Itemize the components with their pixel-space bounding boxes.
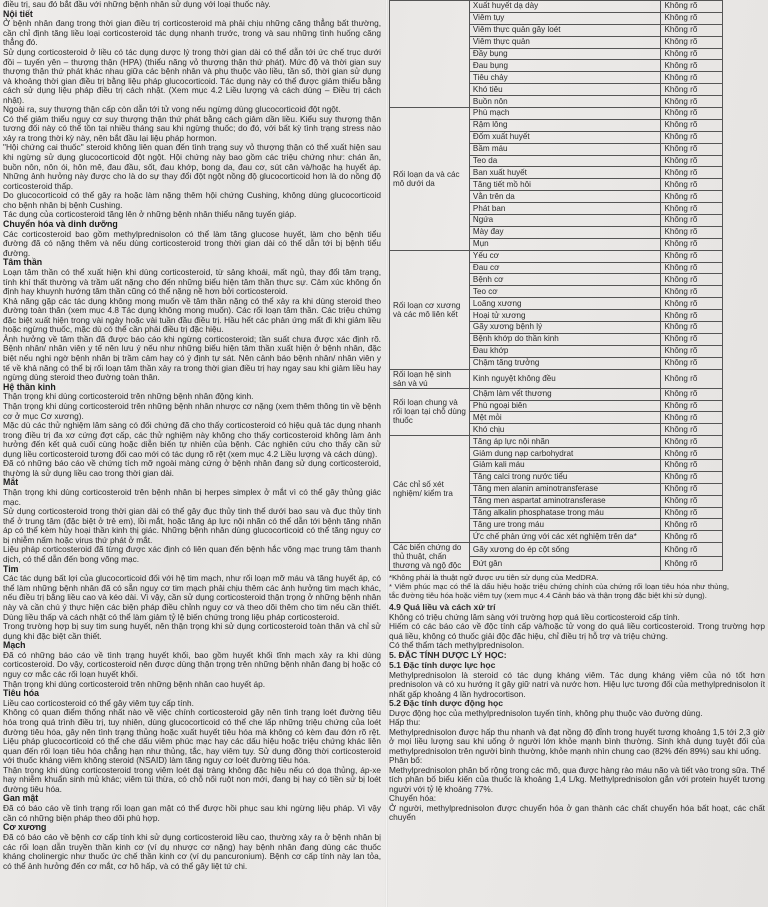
organ-class-cell: Rối loạn cơ xương và các mô liên kết	[390, 250, 470, 369]
paragraph: Không có triệu chứng lâm sàng với trường hợp quá liều corticosteroid cấp tính.	[389, 611, 680, 622]
table-row	[390, 436, 723, 448]
frequency-cell: Không rõ	[661, 388, 723, 400]
paragraph: Dược động học của methylprednisolon tuyến tính, không phụ thuộc vào đường dùng.	[389, 707, 703, 718]
paragraph: Thận trọng khi dùng corticosteroid trên bệnh nhân bị herpes simplex ở mắt vì có thể gây thủng giác mạc.	[3, 487, 381, 507]
effect-cell: Tăng tiết mồ hôi	[469, 179, 661, 191]
section-heading: Mắt	[3, 477, 19, 488]
paragraph: Có thể giảm thiểu nguy cơ suy thượng thận thứ phát bằng cách giảm dần liều. Kiểu suy thượng thận tương đối này có thể tồn tại nhiều tháng sau khi ngừng thuốc; do đó, với bất kỳ tình trạng stress nào xảy ra trong thời kỳ này, nên bắt đầu lại liệu pháp hormon.	[3, 113, 381, 143]
frequency-cell: Không rõ	[661, 543, 723, 557]
frequency-cell: Không rõ	[661, 519, 723, 531]
paragraph: Thận trọng khi dùng corticosteroid trên những bệnh nhân nhược cơ nặng (xem thêm thông tin về bệnh cơ ở mục Cơ xương).	[3, 400, 381, 421]
frequency-cell: Không rõ	[661, 226, 723, 238]
section-heading: Gan mật	[3, 793, 39, 804]
top-fragment: điều trị, sau đó bắt đầu với những bệnh nhân sử dụng với loại thuốc này.	[3, 0, 271, 9]
section-heading: 5. ĐẶC TÍNH DƯỢC LÝ HỌC:	[389, 649, 507, 660]
effect-cell: Mụn	[469, 238, 661, 250]
frequency-cell: Không rõ	[661, 191, 723, 203]
paragraph: Ngoài ra, suy thượng thận cấp còn dẫn tới tử vong nếu ngừng dùng glucocorticoid đột ngột.	[3, 104, 341, 115]
effect-cell: Bầm máu	[469, 143, 661, 155]
frequency-cell: Không rõ	[661, 357, 723, 369]
effect-cell: Loãng xương	[469, 298, 661, 310]
effect-cell: Ban xuất huyết	[469, 167, 661, 179]
frequency-cell: Không rõ	[661, 119, 723, 131]
paragraph: Mặc dù các thử nghiệm lâm sàng có đối chứng đã cho thấy corticosteroid có hiệu quả tác dụng nhanh trong điều trị đa xơ cứng đợt cấp, các thử nghiệm này không cho thấy corticosteroid không làm ảnh hưởng đến kết quả cuối cùng hoặc diễn biến tự nhiên của bệnh. Các nghiên cứu cho thấy cần sử dụng liều corticosteroid tương đối cao mới có tác dụng rõ rệt (xem mục 4.2 Liều lượng và cách dùng).	[3, 420, 381, 459]
paragraph: "Hội chứng cai thuốc" steroid không liên quan đến tình trạng suy vỏ thượng thận có thể xuất hiện sau khi ngừng sử dụng glucocorticoid đột ngột. Hội chứng này bao gồm các triệu chứng như: chán ăn, buồn nôn, nôn ói, hôn mê, đau đầu, sốt, đau khớp, bong da, đau cơ, sút cân và/hoặc hạ huyết áp. Những ảnh hưởng này được cho là do sự thay đổi đột ngột nồng độ glucocorticoid hơn là do nồng độ corticosteroid thấp.	[3, 142, 381, 191]
paragraph: Hấp thu:	[389, 717, 421, 728]
table-row	[390, 388, 723, 400]
organ-class-cell: Các biến chứng do thủ thuật, chấn thương và ngộ độc	[390, 543, 470, 571]
section-heading: Cơ xương	[3, 822, 47, 833]
effect-cell: Xuất huyết dạ dày	[469, 1, 661, 13]
effect-cell: Đầy bụng	[469, 48, 661, 60]
effect-cell: Khó chịu	[469, 424, 661, 436]
paragraph: Thận trọng khi dùng corticosteroid trên những bệnh nhân cao huyết áp.	[3, 678, 266, 689]
frequency-cell: Không rõ	[661, 286, 723, 298]
paragraph: Methylprednisolon là steroid có tác dụng kháng viêm. Tác dụng kháng viêm của nó tốt hơn prednisolon và có xu hướng ít gây giữ natri và nước hơn. Hiệu lực tương đối của methylprednisolon ít nhất gấp khoảng 4 lần hydrocortison.	[389, 669, 765, 699]
effect-cell: Đứt gân	[469, 557, 661, 571]
frequency-cell: Không rõ	[661, 412, 723, 424]
table-row	[390, 369, 723, 388]
organ-class-cell: Các chỉ số xét nghiệm/ kiểm tra	[390, 436, 470, 543]
paragraph: Ở người, methylprednisolon được chuyển hóa ở gan thành các chất chuyển hóa bất hoạt, các chất chuyển	[389, 802, 765, 823]
frequency-cell: Không rõ	[661, 448, 723, 460]
organ-class-cell: Rối loạn chung và rối loạn tại chỗ dùng thuốc	[390, 388, 470, 436]
table-row	[390, 250, 723, 262]
paragraph: Methylprednisolon phân bố rộng trong các mô, qua được hàng rào máu não và tiết vào trong sữa. Thể tích phân bố biểu kiến của thuốc là khoảng 1,4 L/kg. Methylprednisolon gắn với protein huyết tương người với tỷ lệ khoảng 77%.	[389, 764, 765, 794]
frequency-cell: Không rõ	[661, 250, 723, 262]
effect-cell: Tăng ure trong máu	[469, 519, 661, 531]
adverse-effects-table	[389, 0, 723, 571]
effect-cell: Hoại tử xương	[469, 310, 661, 322]
paragraph: Thận trọng khi dùng corticosteroid trong viêm loét đại tràng không đặc hiệu nếu có dọa thủng, áp-xe hay nhiễm khuẩn sinh mủ khác; viêm túi thừa, có chỗ nối ruột non mới, đang bị hay có tiền sử bị loét đường tiêu hóa.	[3, 764, 381, 794]
paragraph: Có thể thẩm tách methylprednisolon.	[389, 640, 525, 651]
paragraph: Sử dụng corticosteroid trong thời gian dài có thể gây đục thủy tinh thể dưới bao sau và đục thủy tinh thể ở trung tâm (đặc biệt ở trẻ em), lồi mắt, hoặc tăng áp lực nội nhãn có thể dẫn tới bệnh tăng nhãn áp có thể kèm hủy hoại thần kinh thị giác. Những bệnh nhân dùng glucocorticoid có thể tăng nguy cơ bị nhiễm nấm hoặc virus thứ phát ở mắt.	[3, 506, 381, 545]
page-fold	[385, 0, 388, 907]
frequency-cell: Không rõ	[661, 179, 723, 191]
effect-cell: Buồn nôn	[469, 96, 661, 108]
frequency-cell: Không rõ	[661, 215, 723, 227]
section-heading: 5.1 Đặc tính dược lực học	[389, 659, 496, 670]
frequency-cell: Không rõ	[661, 507, 723, 519]
table-row	[390, 108, 723, 120]
organ-class-cell: Rối loạn hệ sinh sản và vú	[390, 369, 470, 388]
effect-cell: Đau khớp	[469, 345, 661, 357]
paragraph: Sử dụng corticosteroid ở liều có tác dụng dược lý trong thời gian dài có thể dẫn tới ức chế trục dưới đồi – tuyến yên – thượng thận (HPA) (thiểu năng vỏ thượng thận thứ phát). Mức độ và thời gian suy thượng thận thứ phát khác nhau giữa các bệnh nhân và phụ thuộc vào liều, tần số, thời gian sử dụng và khoảng thời gian điều trị bằng liệu pháp glucocorticoid. Tác dụng này có thể được giảm thiểu bằng cách sử dụng liệu pháp điều trị cách nhật. (Xem mục 4.2 Liều lượng và cách dùng – Điều trị cách nhật).	[3, 46, 381, 105]
frequency-cell: Không rõ	[661, 238, 723, 250]
effect-cell: Tăng alkalin phosphatase trong máu	[469, 507, 661, 519]
left-column	[3, 0, 381, 907]
frequency-cell: Không rõ	[661, 459, 723, 471]
frequency-cell: Không rõ	[661, 483, 723, 495]
section-heading: Chuyển hóa và dinh dưỡng	[3, 218, 118, 229]
effect-cell: Gãy xương bệnh lý	[469, 322, 661, 334]
paragraph: Khả năng gặp các tác dụng không mong muốn về tâm thần nặng có thể xảy ra khi dùng steroid theo đường toàn thân (xem mục 4.8 Tác dụng không mong muốn). Các rối loạn tâm thần. Các triệu chứng đặc biệt xuất hiện trong vài ngày hoặc vài tuần đầu điều trị. Hầu hết các phản ứng mất đi khi giảm liều hoặc ngừng thuốc, mặc dù có thể cần phải điều trị đặc hiệu.	[3, 295, 381, 335]
paragraph: Phân bố:	[389, 755, 423, 766]
effect-cell: Rậm lông	[469, 119, 661, 131]
frequency-cell: Không rõ	[661, 345, 723, 357]
frequency-cell: Không rõ	[661, 203, 723, 215]
section-heading: Tiêu hóa	[3, 688, 40, 699]
effect-cell: Teo cơ	[469, 286, 661, 298]
frequency-cell: Không rõ	[661, 48, 723, 60]
frequency-cell: Không rõ	[661, 424, 723, 436]
frequency-cell: Không rõ	[661, 471, 723, 483]
frequency-cell: Không rõ	[661, 557, 723, 571]
effect-cell: Đốm xuất huyết	[469, 131, 661, 143]
paragraph: Thận trọng khi dùng corticosteroid trên những bệnh nhân động kinh.	[3, 391, 254, 402]
organ-class-cell	[390, 1, 470, 108]
paragraph: Đã có những báo cáo về tình trạng huyết khối, bao gồm huyết khối tĩnh mạch xảy ra khi dùng corticosteroid. Do vậy, corticosteroid nên được dùng thận trọng trên những bệnh nhân đang bị hoặc có nguy cơ mắc các rối loạn huyết khối.	[3, 649, 381, 680]
frequency-cell: Không rõ	[661, 96, 723, 108]
effect-cell: Viêm thực quản	[469, 36, 661, 48]
section-heading: Tâm thần	[3, 257, 43, 268]
frequency-cell: Không rõ	[661, 24, 723, 36]
effect-cell: Viêm tụy	[469, 12, 661, 24]
paragraph: Methylprednisolon được hấp thu nhanh và đạt nồng độ đỉnh trong huyết tương khoảng 1,5 tới 2,3 giờ ở mọi liều lượng sau khi uống ở người lớn khỏe mạnh bình thường. Sinh khả dụng tuyệt đối của methylprednisolon trên người bình thường, khỏe mạnh nhìn chung cao (82% đến 89%) sau khi uống.	[389, 726, 765, 756]
frequency-cell: Không rõ	[661, 36, 723, 48]
paragraph: Các tác dụng bất lợi của glucocorticoid đối với hệ tim mạch, như rối loạn mỡ máu và tăng huyết áp, có thể làm những bệnh nhân đã có sẵn nguy cơ tim mạch phải chịu thêm các ảnh hưởng tim mạch khác, nếu điều trị bằng liều cao và kéo dài. Vì vậy, cần sử dụng corticosteroid thận trọng ở những bệnh nhân này và cần chú ý thực hiện các biện pháp điều chỉnh nguy cơ và theo dõi thêm cho tim nếu cần thiết. Dùng liều thấp và cách nhật có thể làm giảm tỷ lệ biến chứng trong liệu pháp corticosteroid.	[3, 573, 381, 622]
frequency-cell: Không rõ	[661, 1, 723, 13]
paragraph: Trong trường hợp bị suy tim sung huyết, nên thận trọng khi sử dụng corticosteroid toàn thân và chỉ sử dụng khi đặc biệt cần thiết.	[3, 621, 381, 641]
effect-cell: Tăng men aspartat aminotransferase	[469, 495, 661, 507]
effect-cell: Bệnh khớp do thần kinh	[469, 333, 661, 345]
effect-cell: Phù ngoại biên	[469, 400, 661, 412]
footnote-line: * Viêm phúc mạc có thể là dấu hiệu hoặc triệu chứng chính của chứng rối loạn tiêu hóa như thủng, tắc đường tiêu hóa hoặc viêm tụy (xem mục 4.4 Cảnh báo và thận trọng đặc biệt khi sử dụng).	[389, 582, 729, 601]
frequency-cell: Không rõ	[661, 262, 723, 274]
frequency-cell: Không rõ	[661, 84, 723, 96]
organ-class-cell: Rối loạn da và các mô dưới da	[390, 108, 470, 251]
effect-cell: Mệt mỏi	[469, 412, 661, 424]
effect-cell: Tăng calci trong nước tiểu	[469, 471, 661, 483]
frequency-cell: Không rõ	[661, 531, 723, 543]
effect-cell: Đau bụng	[469, 60, 661, 72]
effect-cell: Bệnh cơ	[469, 274, 661, 286]
effect-cell: Teo da	[469, 155, 661, 167]
frequency-cell: Không rõ	[661, 131, 723, 143]
frequency-cell: Không rõ	[661, 12, 723, 24]
effect-cell: Tăng áp lực nội nhãn	[469, 436, 661, 448]
effect-cell: Ức chế phản ứng với các xét nghiệm trên da*	[469, 531, 661, 543]
section-heading: Hệ thần kinh	[3, 381, 56, 392]
paragraph: Đã có những báo cáo về chứng tích mỡ ngoài màng cứng ở bệnh nhân đang sử dụng corticosteroid, thường là sử dụng liều cao trong thời gian dài.	[3, 458, 381, 478]
right-column	[389, 0, 765, 907]
paragraph: Do glucocorticoid có thể gây ra hoặc làm nặng thêm hội chứng Cushing, không dùng glucocorticoid cho bệnh nhân bị bệnh Cushing.	[3, 190, 381, 210]
effect-cell: Ngứa	[469, 215, 661, 227]
effect-cell: Tăng men alanin aminotransferase	[469, 483, 661, 495]
effect-cell: Khó tiêu	[469, 84, 661, 96]
effect-cell: Gãy xương do ép cột sống	[469, 543, 661, 557]
effect-cell: Đau cơ	[469, 262, 661, 274]
paragraph: Liệu pháp corticosteroid đã từng được xác định có liên quan đến bệnh hắc võng mạc trung tâm thanh dịch, có thể dẫn đến bong võng mạc.	[3, 544, 381, 564]
section-heading: 5.2 Đặc tính dược động học	[389, 698, 504, 709]
paragraph: Các corticosteroid bao gồm methylprednisolon có thể làm tăng glucose huyết, làm cho bệnh tiểu đường đã có nặng thêm và nếu dùng corticosteroid trong thời gian dài có thể dẫn tới bị bệnh tiểu đường.	[3, 228, 381, 258]
effect-cell: Tiêu chảy	[469, 72, 661, 84]
effect-cell: Vằn trên da	[469, 191, 661, 203]
frequency-cell: Không rõ	[661, 322, 723, 334]
paragraph: Ảnh hưởng về tâm thần đã được báo cáo khi ngừng corticosteroid; tần suất chưa được xác định rõ. Bệnh nhân/ nhân viên y tế nên lưu ý nếu như những biểu hiện tâm thần xuất hiện ở bệnh nhân, đặc biệt nếu nghi ngờ bệnh nhân bị trầm cảm hay có ý định tự sát. Nên cảnh báo bệnh nhân/ nhân viên y tế về khả năng có thể bị rối loạn tâm thần xảy ra trong thời gian điều trị hay ngay sau khi giảm liều hay ngừng dùng steroid theo đường toàn thân.	[3, 333, 381, 383]
effect-cell: Chậm tăng trưởng	[469, 357, 661, 369]
paragraph: Tác dụng của corticosteroid tăng lên ở những bệnh nhân thiểu năng tuyến giáp.	[3, 209, 297, 220]
frequency-cell: Không rõ	[661, 400, 723, 412]
frequency-cell: Không rõ	[661, 333, 723, 345]
section-heading: Nội tiết	[3, 8, 33, 19]
paragraph: Đã có báo cáo về tình trạng rối loạn gan mật có thể được hồi phục sau khi ngừng liệu pháp. Vì vậy cần có những biện pháp theo dõi phù hợp.	[3, 803, 381, 823]
paragraph: Chuyển hóa:	[389, 793, 437, 804]
effect-cell: Giảm dung nạp carbohydrat	[469, 448, 661, 460]
right-text	[389, 603, 765, 823]
paragraph: Hiếm có các báo cáo về độc tính cấp và/hoặc tử vong do quá liều corticosteroid. Trong trường hợp quá liều, không có thuốc giải độc đặc hiệu, chỉ điều trị hỗ trợ và triệu chứng.	[389, 621, 765, 641]
frequency-cell: Không rõ	[661, 60, 723, 72]
frequency-cell: Không rõ	[661, 167, 723, 179]
frequency-cell: Không rõ	[661, 72, 723, 84]
effect-cell: Yếu cơ	[469, 250, 661, 262]
paragraph: Liều cao corticosteroid có thể gây viêm tụy cấp tính.	[3, 697, 194, 708]
table-row	[390, 543, 723, 557]
frequency-cell: Không rõ	[661, 155, 723, 167]
section-heading: Tim	[3, 563, 19, 574]
effect-cell: Phù mạch	[469, 108, 661, 120]
table-footnotes	[389, 573, 729, 600]
frequency-cell: Không rõ	[661, 143, 723, 155]
effect-cell: Phát ban	[469, 203, 661, 215]
effect-cell: Viêm thực quản gây loét	[469, 24, 661, 36]
paragraph: Đã có báo cáo về bệnh cơ cấp tính khi sử dụng corticosteroid liều cao, thường xảy ra ở bệnh nhân bị các rối loạn dẫn truyền thần kinh cơ (ví dụ nhược cơ nặng) hay bệnh nhân đang dùng các thuốc kháng cholinergic như thuốc ức chế thần kinh cơ (ví dụ pancuronium). Bệnh cơ cấp tính này lan tỏa, có thể ảnh hưởng đến cơ mắt, cơ hô hấp, và có thể gây liệt tứ chi.	[3, 832, 381, 871]
paragraph: Không có quan điểm thống nhất nào về việc chính corticosteroid gây nên tình trạng loét đường tiêu hóa trong quá trình điều trị, tuy nhiên, dùng glucocorticoid có thể che lấp những triệu chứng của loét đường tiêu hóa, gây nên tình trạng thủng hoặc xuất huyết tiêu hóa mà không có kèm đau đớn rõ rệt. Liệu pháp glucocorticoid có thể che dấu viêm phúc mạc hay các dấu hiệu hoặc triệu chứng khác liên quan đến rối loạn tiêu hóa chẳng hạn như thủng, tắc, hay viêm tụy. Sử dụng đồng thời corticosteroid với thuốc kháng viêm không steroid (NSAID) làm tăng nguy cơ loét đường tiêu hóa.	[3, 707, 381, 766]
effect-cell: Mày đay	[469, 226, 661, 238]
frequency-cell: Không rõ	[661, 369, 723, 388]
frequency-cell: Không rõ	[661, 108, 723, 120]
effect-cell: Kinh nguyệt không đều	[469, 369, 661, 388]
footnote-line: *Không phải là thuật ngữ được ưu tiên sử dụng của MedDRA.	[389, 573, 599, 583]
frequency-cell: Không rõ	[661, 495, 723, 507]
frequency-cell: Không rõ	[661, 298, 723, 310]
effect-cell: Giảm kali máu	[469, 459, 661, 471]
paragraph: Ở bệnh nhân đang trong thời gian điều trị corticosteroid mà phải chịu những căng thẳng bất thường, cần chỉ định tăng liều loại corticosteroid tác dụng nhanh trước, trong và sau những tình huống căng thẳng đó.	[3, 18, 381, 48]
frequency-cell: Không rõ	[661, 310, 723, 322]
section-heading: 4.9 Quá liều và cách xử trí	[389, 602, 496, 613]
frequency-cell: Không rõ	[661, 274, 723, 286]
frequency-cell: Không rõ	[661, 436, 723, 448]
effect-cell: Chậm làm vết thương	[469, 388, 661, 400]
section-heading: Mạch	[3, 640, 26, 651]
paragraph: Loạn tâm thần có thể xuất hiện khi dùng corticosteroid, từ sảng khoái, mất ngủ, thay đổi tâm trạng, tính khí thất thường và trầm uất nặng cho đến những biểu hiện tâm thần thực sự. Cảm xúc không ổn định hay khuynh hướng tâm thần cũng có thể nặng nề hơn bởi corticosteroid.	[3, 267, 381, 297]
table-row	[390, 1, 723, 13]
